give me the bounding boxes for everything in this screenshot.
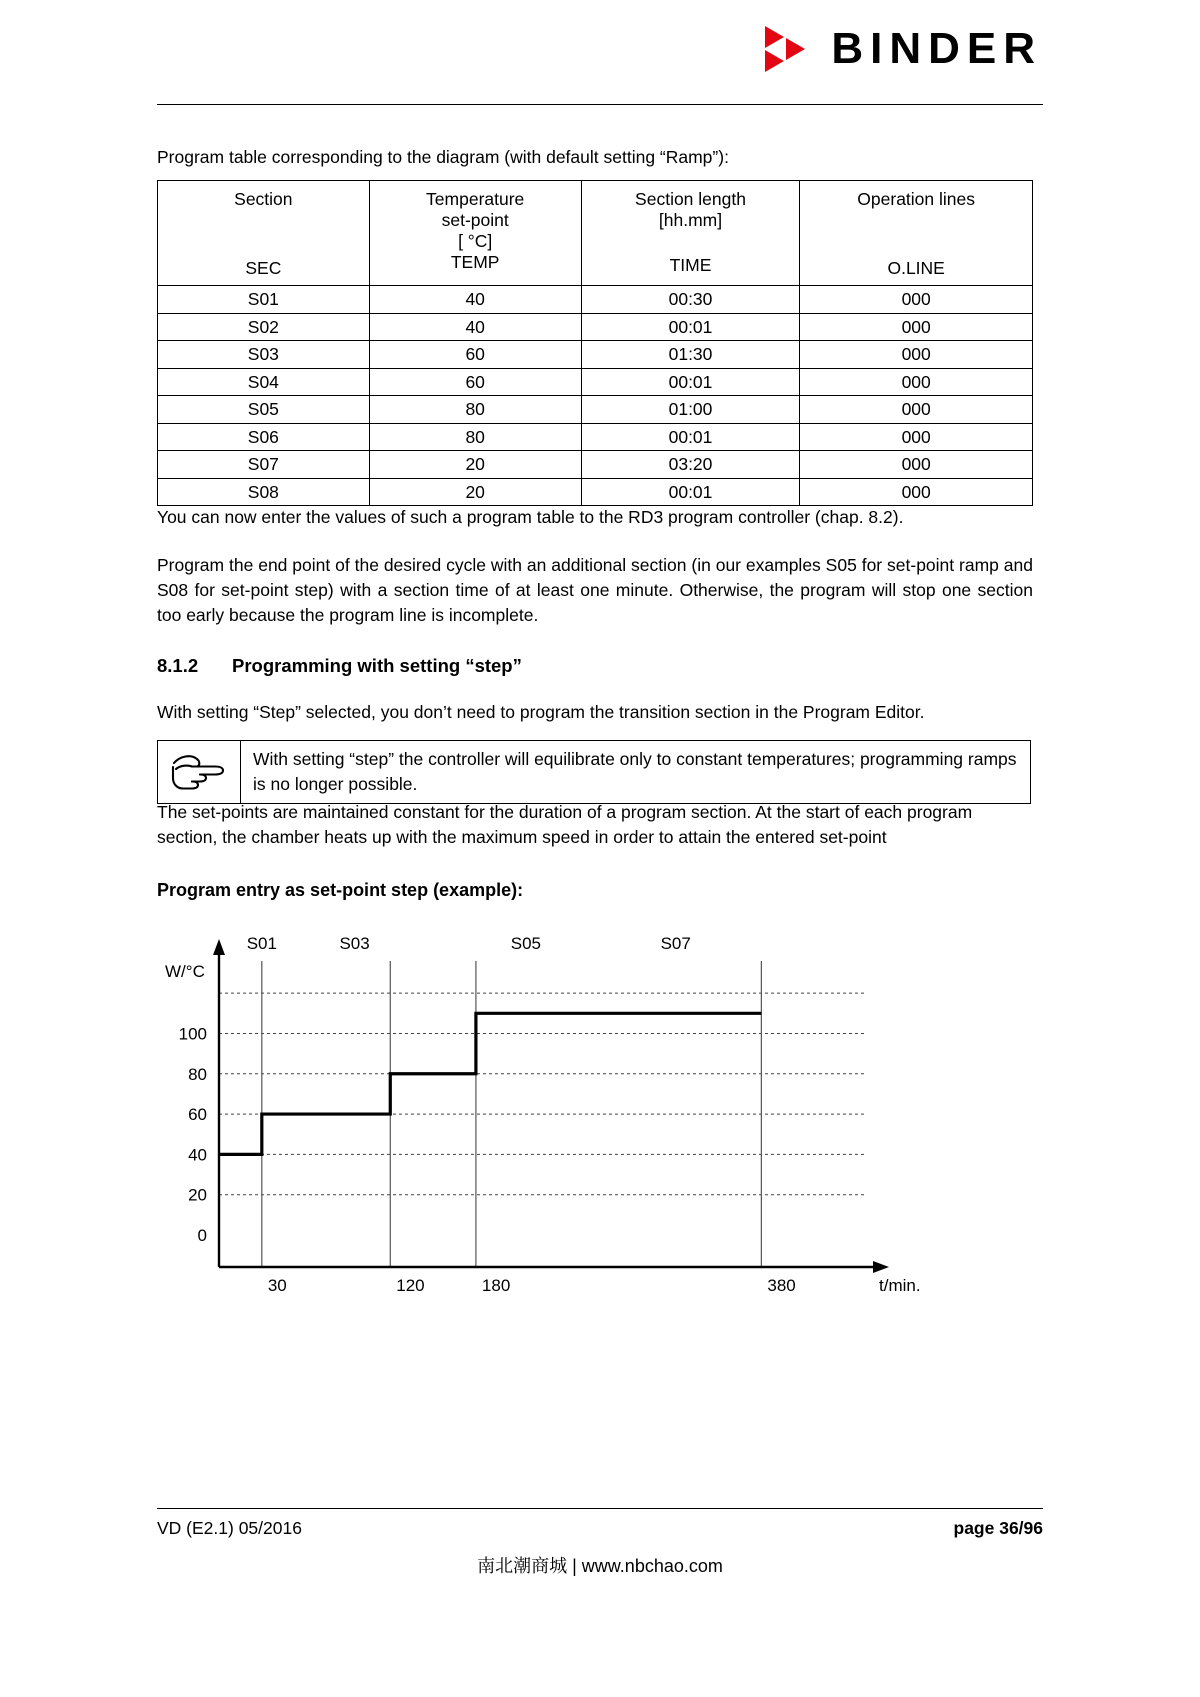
binder-logo-wordmark: BINDER: [831, 24, 1042, 73]
chart-title: Program entry as set-point step (example):: [157, 880, 524, 900]
triangle-top-icon: [765, 26, 784, 48]
cell-temperature: 20: [369, 478, 581, 506]
cell-operation-line: 000: [800, 341, 1033, 369]
y-tick-label: 100: [178, 1024, 207, 1044]
cell-temperature: 20: [369, 451, 581, 479]
column-header-operation-lines: [800, 181, 1033, 286]
binder-logo-triangles-icon: [765, 26, 817, 72]
section-heading-812: [157, 655, 1033, 677]
header-code: TIME: [669, 255, 712, 275]
cell-section: S02: [158, 313, 370, 341]
cell-temperature: 60: [369, 341, 581, 369]
footer-divider: [157, 1508, 1043, 1509]
column-header-temperature: [369, 181, 581, 286]
y-tick-label: 60: [188, 1105, 207, 1125]
cell-temperature: 40: [369, 313, 581, 341]
y-tick-label: 80: [188, 1064, 207, 1084]
header-title: Section: [234, 189, 293, 209]
column-header-section-length: [581, 181, 800, 286]
program-table-head: [158, 181, 1033, 286]
cell-operation-line: 000: [800, 396, 1033, 424]
cell-time: 00:01: [581, 423, 800, 451]
section-label: S05: [510, 934, 541, 953]
header-title: Temperature: [426, 189, 525, 209]
paragraph-after-note: The set-points are maintained constant for the duration of a program section. At the start of each program section, the chamber heats up with the maximum speed in order to attain the entered set-point: [157, 802, 973, 847]
program-table: [157, 180, 1033, 506]
table-row: [158, 341, 1033, 369]
header-code: O.LINE: [887, 258, 945, 278]
pointing-hand-icon: [158, 741, 241, 803]
table-row: [158, 368, 1033, 396]
cell-temperature: 80: [369, 396, 581, 424]
cell-section: S05: [158, 396, 370, 424]
table-row: [158, 451, 1033, 479]
cell-time: 01:30: [581, 341, 800, 369]
triangle-right-icon: [786, 38, 805, 60]
header-title: Section length: [635, 189, 746, 209]
section-label: S07: [660, 934, 691, 953]
cell-time: 03:20: [581, 451, 800, 479]
header-title: Operation lines: [857, 189, 976, 209]
y-tick-label: 20: [188, 1185, 207, 1205]
note-box: [157, 740, 1031, 804]
page-footer: [157, 1518, 1043, 1539]
header-code: SEC: [245, 258, 282, 278]
intro-paragraph: Program table corresponding to the diagram (with default setting “Ramp”):: [157, 147, 729, 167]
cell-time: 00:30: [581, 286, 800, 314]
table-header-row: [158, 181, 1033, 286]
column-header-section: [158, 181, 370, 286]
cell-temperature: 60: [369, 368, 581, 396]
section-label: S03: [339, 934, 370, 953]
paragraph-after-table-2: Program the end point of the desired cycle with an additional section (in our examples S05 for set-point ramp and S08 for set-point step) with a section time of at least one minute. Otherwise, the program will stop one section too early because the program line is incomplete.: [157, 555, 1033, 625]
cell-time: 01:00: [581, 396, 800, 424]
cell-operation-line: 000: [800, 423, 1033, 451]
cell-section: S04: [158, 368, 370, 396]
table-row: [158, 423, 1033, 451]
cell-section: S07: [158, 451, 370, 479]
section-heading-number: 8.1.2: [157, 655, 199, 676]
y-tick-label: 40: [188, 1145, 207, 1165]
cell-section: S08: [158, 478, 370, 506]
binder-logo: [765, 26, 1042, 72]
page-header: [0, 0, 1200, 108]
cell-section: S03: [158, 341, 370, 369]
cell-operation-line: 000: [800, 313, 1033, 341]
y-tick-label: 0: [197, 1226, 207, 1245]
header-unit: [ °C]: [458, 231, 493, 251]
y-axis-title: W/°C: [165, 962, 205, 981]
table-row: [158, 396, 1033, 424]
note-text: With setting “step” the controller will equilibrate only to constant temperatures; programming ramps is no longer possible.: [253, 749, 1017, 794]
section-heading-text: Programming with setting “step”: [232, 655, 522, 676]
table-row: [158, 313, 1033, 341]
header-subtitle: set-point: [441, 210, 509, 230]
footer-page-number: page 36/96: [953, 1518, 1043, 1538]
setpoint-step-line: [219, 1013, 761, 1154]
cell-temperature: 40: [369, 286, 581, 314]
x-tick-label: 30: [267, 1276, 287, 1295]
footer-document-id: VD (E2.1) 05/2016: [157, 1518, 302, 1538]
x-axis-title: t/min.: [879, 1276, 921, 1295]
table-row: [158, 286, 1033, 314]
y-axis-arrow-icon: [213, 939, 225, 955]
x-tick-label: 120: [396, 1276, 425, 1295]
header-unit: [hh.mm]: [658, 210, 723, 230]
section-label: S01: [246, 934, 277, 953]
cell-section: S01: [158, 286, 370, 314]
triangle-bottom-icon: [765, 50, 784, 72]
x-axis-arrow-icon: [873, 1261, 889, 1273]
cell-operation-line: 000: [800, 478, 1033, 506]
table-row: [158, 478, 1033, 506]
cell-time: 00:01: [581, 478, 800, 506]
cell-temperature: 80: [369, 423, 581, 451]
chart-svg: [157, 934, 921, 1295]
x-tick-label: 380: [767, 1276, 796, 1295]
setpoint-step-chart: [157, 934, 921, 1295]
x-tick-label: 180: [481, 1276, 511, 1295]
footer-watermark: 南北潮商城 | www.nbchao.com: [477, 1556, 723, 1576]
cell-operation-line: 000: [800, 451, 1033, 479]
cell-operation-line: 000: [800, 286, 1033, 314]
cell-time: 00:01: [581, 313, 800, 341]
paragraph-after-table-1: You can now enter the values of such a program table to the RD3 program controller (chap. 8.2).: [157, 507, 904, 527]
cell-operation-line: 000: [800, 368, 1033, 396]
header-divider: [157, 104, 1043, 105]
header-code: TEMP: [450, 252, 500, 272]
cell-section: S06: [158, 423, 370, 451]
cell-time: 00:01: [581, 368, 800, 396]
program-table-body: [158, 286, 1033, 506]
paragraph-after-heading: With setting “Step” selected, you don’t need to program the transition section in the Program Editor.: [157, 702, 925, 722]
